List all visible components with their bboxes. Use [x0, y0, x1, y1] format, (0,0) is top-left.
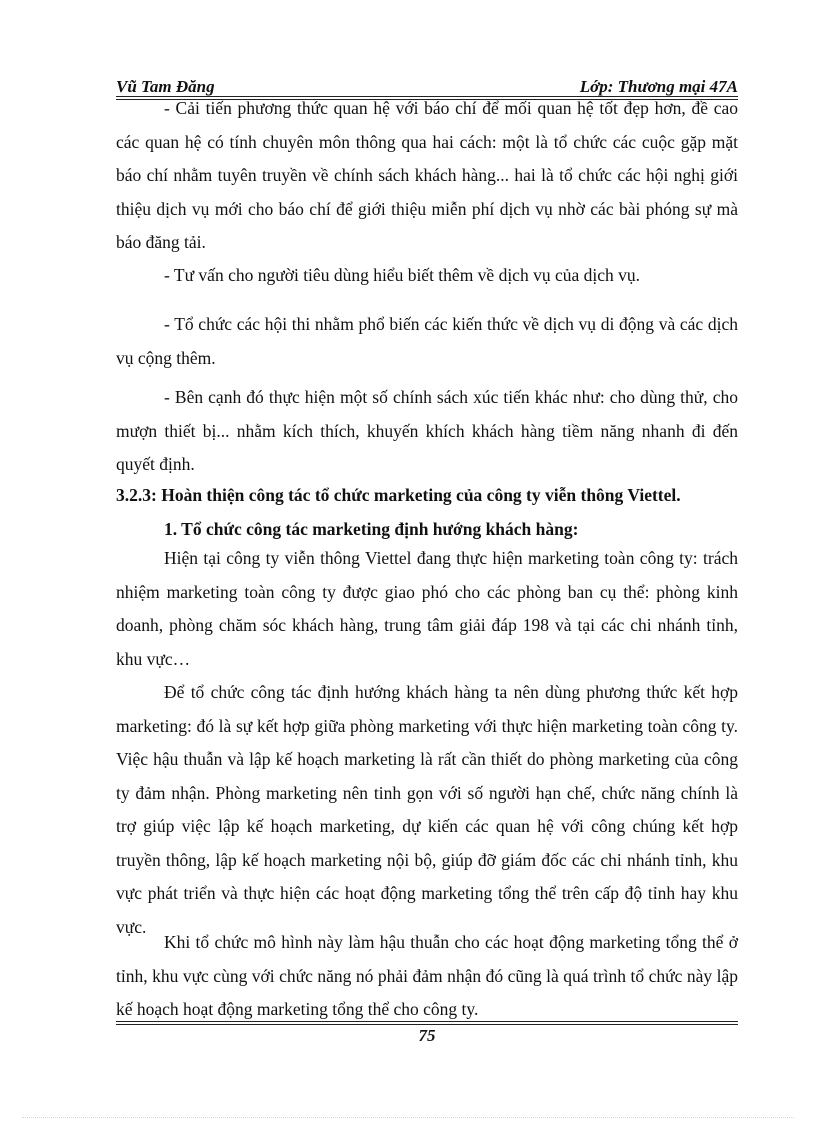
header-class: Lớp: Thương mại 47A [579, 77, 738, 96]
paragraph: - Bên cạnh đó thực hiện một số chính sách xúc tiến khác như: cho dùng thử, cho mượn thiết bị... nhằm kích thích, khuyến khích khách hàng tiềm năng nhanh đi đến quyết định. [116, 387, 738, 474]
paragraph: - Tư vấn cho người tiêu dùng hiểu biết thêm về dịch vụ của dịch vụ. [164, 265, 640, 285]
paragraph: Để tổ chức công tác định hướng khách hàng ta nên dùng phương thức kết hợp marketing: đó là sự kết hợp giữa phòng marketing với thực hiện marketing toàn công ty. Việc hậu thuẫn và lập kế hoạch marketing là rất cần thiết do phòng marketing của công ty đảm nhận. Phòng marketing nên tinh gọn với số người hạn chế, chức năng chính là trợ giúp việc lập kế hoạch marketing, dự kiến các quan hệ với công chúng kết hợp truyền thông, lập kế hoạch marketing nội bộ, giúp đỡ giám đốc các chi nhánh tỉnh, khu vực phát triển và thực hiện các hoạt động marketing tổng thể trên cấp độ tỉnh hay khu vực. [116, 682, 738, 937]
header-author: Vũ Tam Đăng [116, 77, 215, 96]
footer-rule [116, 1021, 738, 1022]
paragraph: Hiện tại công ty viễn thông Viettel đang thực hiện marketing toàn công ty: trách nhiệm marketing toàn công ty được giao phó cho các phòng ban cụ thể: phòng kinh doanh, phòng chăm sóc khách hàng, trung tâm giải đáp 198 và tại các chi nhánh tỉnh, khu vực… [116, 548, 738, 669]
page-number: 75 [418, 1026, 436, 1045]
footer-rule [116, 1024, 738, 1025]
paragraph: Khi tổ chức mô hình này làm hậu thuẫn cho các hoạt động marketing tổng thể ở tỉnh, khu vực cùng với chức năng nó phải đảm nhận đó cũng là quá trình tổ chức này lập kế hoạch hoạt động marketing tổng thể cho công ty. [116, 932, 738, 1019]
section-heading: 3.2.3: Hoàn thiện công tác tổ chức marketing của công ty viễn thông Viettel. [116, 485, 681, 505]
paragraph: - Cải tiến phương thức quan hệ với báo chí để mối quan hệ tốt đẹp hơn, đề cao các quan hệ có tính chuyên môn thông qua hai cách: một là tổ chức các cuộc gặp mặt báo chí nhằm tuyên truyền về chính sách khách hàng... hai là tổ chức các hội nghị giới thiệu dịch vụ mới cho báo chí để giới thiệu miễn phí dịch vụ nhờ các bài phóng sự mà báo đăng tải. [116, 98, 738, 252]
paragraph: - Tổ chức các hội thi nhằm phổ biến các kiến thức về dịch vụ di động và các dịch vụ cộng thêm. [116, 314, 738, 368]
page-edge-divider [22, 1117, 794, 1118]
subsection-heading: 1. Tổ chức công tác marketing định hướng khách hàng: [164, 519, 579, 539]
